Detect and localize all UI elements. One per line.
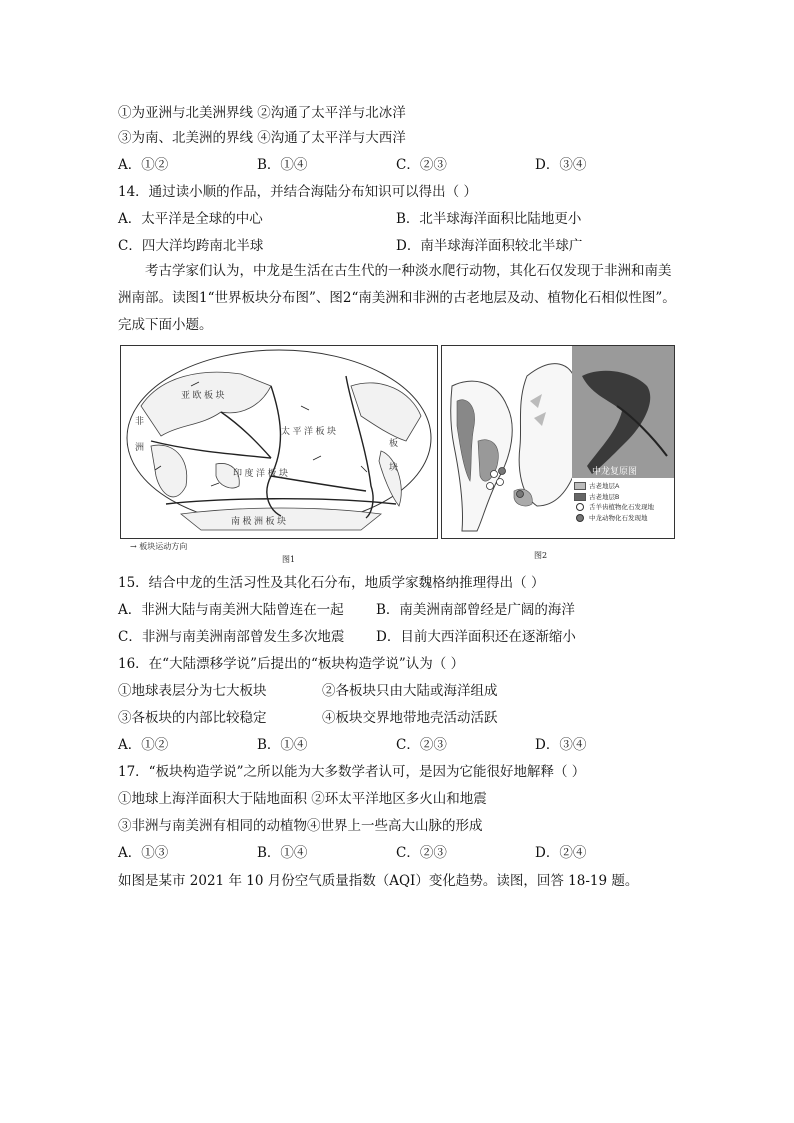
- q16-stem: 16．在“大陆漂移学说”后提出的“板块构造学说”认为（ ）: [118, 656, 465, 672]
- plant-fossil-site: [491, 471, 498, 478]
- q17-option-d: D．②④: [535, 845, 587, 861]
- intro-paragraph: 考古学家们认为，中龙是生活在古生代的一种淡水爬行动物，其化石仅发现于非洲和南美洲南部。读图1“世界板块分布图”、图2“南美洲和非洲的古老地层及动、植物化石相似性图”。完成下面小题。: [118, 263, 676, 333]
- q13-option-a: A．①②: [118, 157, 169, 173]
- q13-option-b: B．①④: [257, 157, 308, 173]
- q14-option-c: C．四大洋均跨南北半球: [118, 238, 264, 254]
- q17-option-b: B．①④: [257, 845, 308, 861]
- q16-option-c: C．②③: [396, 737, 447, 753]
- plate-label-pacific: 太 平 洋 板 块: [281, 426, 337, 436]
- plate-map-drawing: [121, 346, 437, 538]
- figure-2-legend: [574, 482, 672, 524]
- q14-option-a: A．太平洋是全球的中心: [118, 211, 263, 227]
- q16-option-d: D．③④: [535, 737, 587, 753]
- q13-option-c: C．②③: [396, 157, 447, 173]
- q17-option-c: C．②③: [396, 845, 447, 861]
- q13-statement-2: ③为南、北美洲的界线 ④沟通了太平洋与大西洋: [118, 130, 406, 146]
- legend-item: 舌羊齿植物化石发现地: [574, 503, 672, 514]
- q17-statement-2: ③非洲与南美洲有相同的动植物④世界上一些高大山脉的形成: [118, 818, 483, 834]
- q15-stem: 15．结合中龙的生活习性及其化石分布，地质学家魏格纳推理得出（ ）: [118, 575, 545, 591]
- q14-option-b: B．北半球海洋面积比陆地更小: [396, 211, 582, 227]
- figure-1-plate-map: [120, 345, 438, 539]
- plate-label-side-1: 非: [135, 416, 145, 426]
- q18-19-intro: 如图是某市 2021 年 10 月份空气质量指数（AQI）变化趋势。读图，回答 18-19 题。: [118, 873, 639, 889]
- plate-label-eurasian: 亚 欧 板 块: [181, 390, 225, 400]
- legend-item: 中龙动物化石发现地: [574, 514, 672, 525]
- q17-statement-1: ①地球上海洋面积大于陆地面积 ②环太平洋地区多火山和地震: [118, 791, 487, 807]
- q15-option-c: C．非洲与南美洲南部曾发生多次地震: [118, 629, 345, 645]
- q16-option-a: A．①②: [118, 737, 169, 753]
- plate-label-antarctic: 南 极 洲 板 块: [231, 516, 287, 526]
- q16-option-b: B．①④: [257, 737, 308, 753]
- q15-option-a: A．非洲大陆与南美洲大陆曾连在一起: [118, 602, 344, 618]
- q15-option-d: D．目前大西洋面积还在逐渐缩小: [376, 629, 576, 645]
- q15-option-b: B．南美洲南部曾经是广阔的海洋: [376, 602, 575, 618]
- q17-stem: 17．“板块构造学说”之所以能为大多数学者认可，是因为它能很好地解释（ ）: [118, 764, 586, 780]
- plate-label-side-3: 板: [389, 438, 399, 448]
- reptile-fossil-site: [517, 491, 524, 498]
- figure-2-fossil-map: [441, 345, 675, 539]
- q16-statement-3: ③各板块的内部比较稳定: [118, 710, 267, 726]
- q16-statement-2: ②各板块只由大陆或海洋组成: [322, 683, 498, 699]
- figure-1-caption: 图1: [282, 555, 296, 564]
- plate-label-indian: 印 度 洋 板 块: [233, 468, 289, 478]
- reptile-fossil-site: [499, 468, 506, 475]
- q14-option-d: D．南半球海洋面积较北半球广: [396, 238, 583, 254]
- q16-statement-1: ①地球表层分为七大板块: [118, 683, 267, 699]
- q14-stem: 14．通过读小顺的作品，并结合海陆分布知识可以得出（ ）: [118, 184, 477, 200]
- q16-statement-4: ④板块交界地带地壳活动活跃: [322, 710, 498, 726]
- legend-item: 古老地层A: [574, 482, 672, 493]
- figure-1-legend: → 板块运动方向: [130, 542, 188, 551]
- plant-fossil-site: [497, 479, 504, 486]
- plate-label-side-4: 块: [389, 462, 399, 472]
- legend-item: 古老地层B: [574, 493, 672, 504]
- q17-option-a: A．①③: [118, 845, 169, 861]
- q13-option-d: D．③④: [535, 157, 587, 173]
- reconstruction-label: 中龙复原图: [592, 466, 638, 476]
- plant-fossil-site: [487, 483, 494, 490]
- plate-label-side-2: 洲: [135, 442, 145, 452]
- q13-statement-1: ①为亚洲与北美洲界线 ②沟通了太平洋与北冰洋: [118, 105, 406, 121]
- figure-2-caption: 图2: [534, 551, 548, 560]
